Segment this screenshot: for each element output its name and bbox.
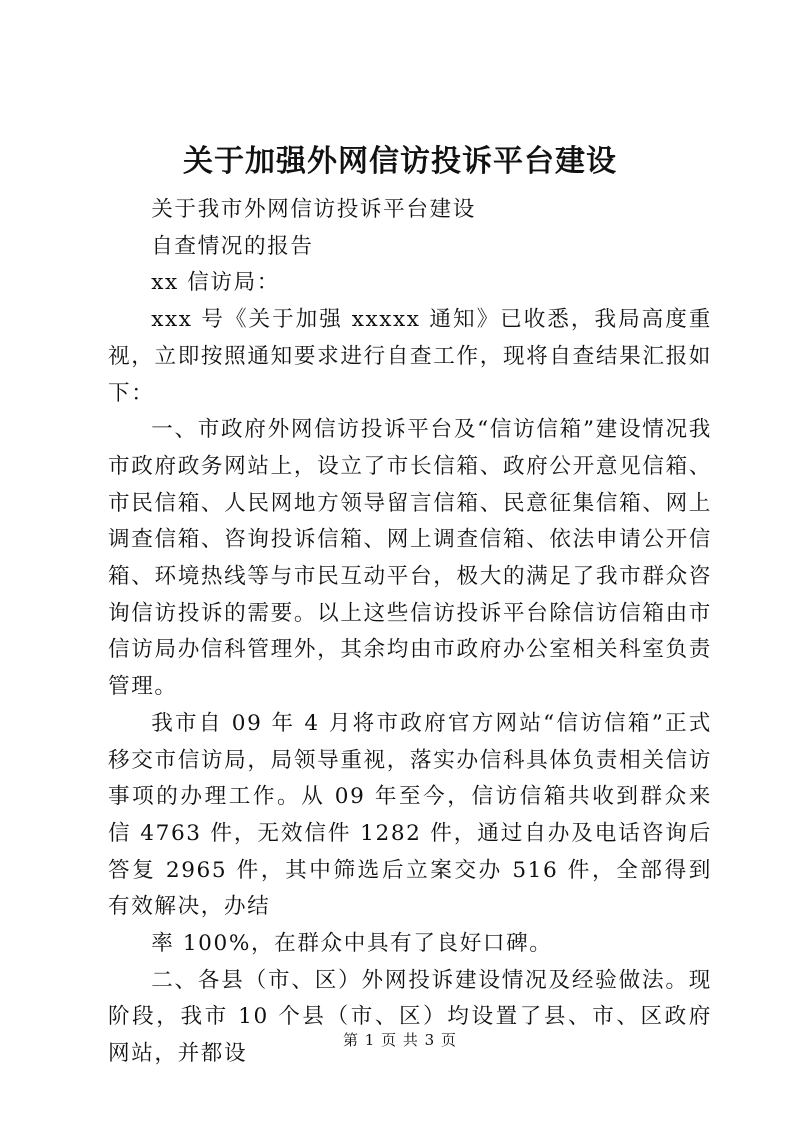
paragraph-subtitle-2: 自查情况的报告 [151,233,314,259]
paragraph-intro: xxx 号《关于加强 xxxxx 通知》已收悉，我局高度重视，立即按照通知要求进行自查工作，现将自查结果汇报如下： [108,307,712,406]
document-body [108,192,712,1073]
paragraph-section-1: 一、市政府外网信访投诉平台及“信访信箱”建设情况我市政府政务网站上，设立了市长信箱、政府公开意见信箱、市民信箱、人民网地方领导留言信箱、民意征集信箱、网上调查信箱、咨询投诉信箱、网上调查信箱、依法申请公开信箱、环境热线等与市民互动平台，极大的满足了我市群众咨询信访投诉的需要。以上这些信访投诉平台除信访信箱由市信访局办信科管理外，其余均由市政府办公室相关科室负责管理。 [108,417,712,700]
document-title: 关于加强外网信访投诉平台建设 [183,144,617,179]
paragraph-subtitle-1: 关于我市外网信访投诉平台建设 [151,197,476,222]
page-number-footer: 第 1 页 共 3 页 [343,1031,457,1049]
paragraph-salutation: xx 信访局： [151,270,280,296]
paragraph-completion-rate: 率 100%，在群众中具有了良好口碑。 [151,931,553,957]
paragraph-mailbox-history: 我市自 09 年 4 月将市政府官方网站“信访信箱”正式移交市信访局，局领导重视，落实办信科具体负责相关信访事项的办理工作。从 09 年至今，信访信箱共收到群众来信 4763 件，无效信件 1282 件，通过自办及电话咨询后答复 2965 件，其中筛选后立案交办 516 件，全部得到有效解决，办结 [108,710,712,920]
paragraph-section-2: 二、各县（市、区）外网投诉建设情况及经验做法。现阶段，我市 10 个县（市、区）均设置了县、市、区政府网站，并都设 [108,967,712,1067]
